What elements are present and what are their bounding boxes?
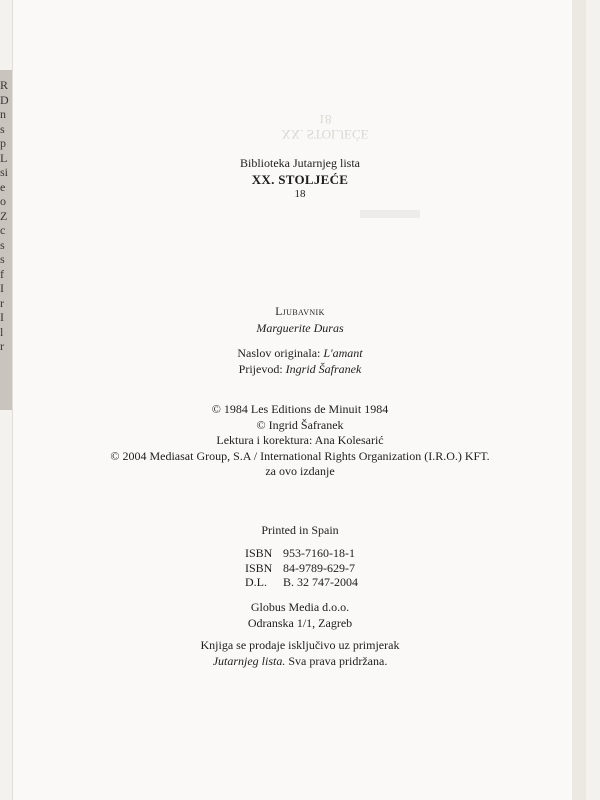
code-row <box>245 575 358 590</box>
code-row <box>245 561 358 576</box>
spacer <box>0 336 600 346</box>
adjacent-page-letter: o <box>0 194 6 208</box>
copyright-line-1: © 1984 Les Editions de Minuit 1984 <box>211 402 389 416</box>
sales-notice <box>0 638 600 669</box>
copyright-line-4: © 2004 Mediasat Group, S.A / International Rights Organization (I.R.O.) KFT. <box>110 448 490 463</box>
code-label: ISBN <box>245 560 273 575</box>
series-header <box>0 156 600 203</box>
book-info <box>0 305 600 377</box>
adjacent-page-letter: si <box>0 165 9 179</box>
adjacent-page-letter: r <box>0 295 4 310</box>
adjacent-page-letter: e <box>0 179 6 194</box>
adjacent-page-letter: s <box>0 237 5 252</box>
code-value: B. 32 747-2004 <box>283 575 358 589</box>
original-title: L'amant <box>323 346 363 360</box>
copyright-line-5: za ovo izdanje <box>265 464 335 478</box>
adjacent-page-letter: r <box>0 339 4 353</box>
printed-in <box>0 523 600 539</box>
original-title-line <box>0 346 600 362</box>
publisher-block <box>0 600 600 631</box>
adjacent-page-letter: p <box>0 136 6 150</box>
book-title: Ljubavnik <box>275 306 325 318</box>
editing-credit: Lektura i korektura: Ana Kolesarić <box>216 433 384 447</box>
adjacent-page-letter: c <box>0 223 6 237</box>
rights-reserved: Sva prava pridržana. <box>288 653 388 668</box>
publisher-address: Odranska 1/1, Zagreb <box>247 615 353 630</box>
bleedthrough-line-2: 18 <box>318 112 332 127</box>
adjacent-page-letter: f <box>0 266 4 281</box>
series-number: 18 <box>294 188 306 200</box>
adjacent-page-letter: s <box>0 252 5 266</box>
code-value: 84-9789-629-7 <box>283 560 355 575</box>
adjacent-page-letter: l <box>0 324 4 339</box>
adjacent-page-letter: n <box>0 107 6 121</box>
code-label: D.L. <box>245 575 267 589</box>
original-title-label: Naslov originala: <box>237 346 321 360</box>
page-edge-shadow <box>572 0 586 800</box>
publisher-name: Globus Media d.o.o. <box>250 600 350 614</box>
isbn-table <box>245 546 358 590</box>
copyright-line-2: © Ingrid Šafranek <box>256 417 344 432</box>
translation-label: Prijevod: <box>238 361 283 376</box>
newspaper-name: Jutarnjeg lista. <box>212 653 286 668</box>
bleedthrough-text <box>250 112 400 142</box>
adjacent-page-letter: s <box>0 121 5 136</box>
adjacent-page-letter: D <box>0 92 9 107</box>
printed-in-text: Printed in Spain <box>261 523 339 537</box>
translation-line <box>0 362 600 378</box>
adjacent-page-letter: I <box>0 281 4 295</box>
adjacent-page-letter: L <box>0 150 8 165</box>
book-author: Marguerite Duras <box>256 320 344 335</box>
code-value: 953-7160-18-1 <box>283 546 355 560</box>
notice-line-2 <box>0 654 600 670</box>
bleedthrough-line-1: XX. STOLJEĆE <box>281 127 369 142</box>
library-name: Biblioteka Jutarnjeg lista <box>240 156 360 170</box>
adjacent-page-letter: Z <box>0 208 8 223</box>
adjacent-page-letter: I <box>0 310 4 324</box>
translator-name: Ingrid Šafranek <box>285 361 362 376</box>
adjacent-page-letter: R <box>0 78 9 92</box>
code-label: ISBN <box>245 546 273 560</box>
notice-line-1: Knjiga se prodaje isključivo uz primjerak <box>200 638 400 652</box>
bleedthrough-mark <box>360 210 420 260</box>
copyright-block <box>0 402 600 480</box>
code-row <box>245 546 358 561</box>
series-title: XX. STOLJEĆE <box>251 171 349 187</box>
